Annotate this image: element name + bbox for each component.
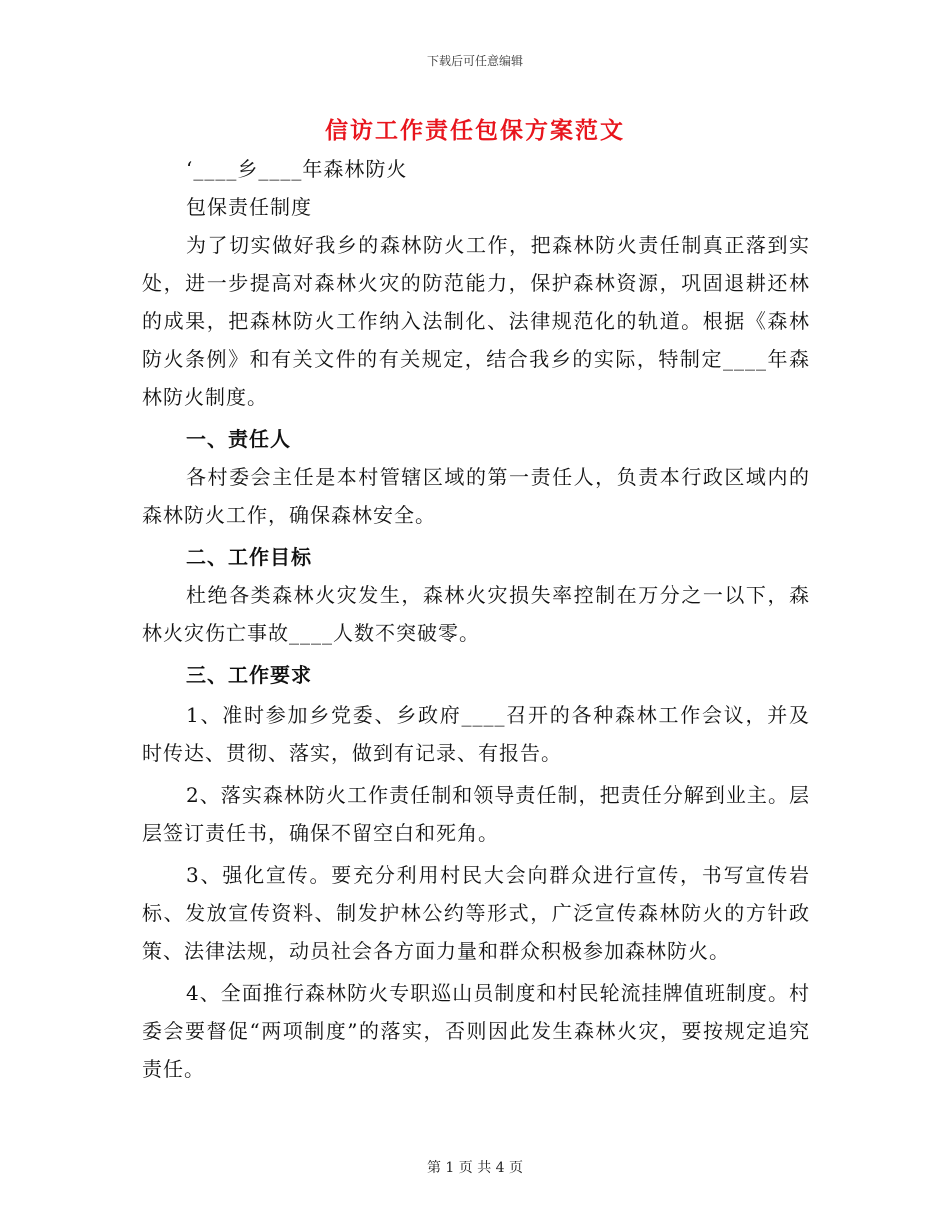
document-title: 信访工作责任包保方案范文 bbox=[325, 117, 625, 144]
paragraph-responsible-person: 各村委会主任是本村管辖区域的第一责任人，负责本行政区域内的森林防火工作，确保森林安全。 bbox=[142, 465, 810, 527]
paragraph-intro-line2: 包保责任制度 bbox=[186, 195, 312, 219]
paragraph-requirement-1: 1、准时参加乡党委、乡政府____召开的各种森林工作会议，并及时传达、贯彻、落实，做到有记录、有报告。 bbox=[142, 703, 810, 765]
paragraph-work-goals: 杜绝各类森林火灾发生，森林火灾损失率控制在万分之一以下，森林火灾伤亡事故____人数不突破零。 bbox=[142, 583, 810, 645]
document-body bbox=[142, 150, 810, 1088]
header-note: 下载后可任意编辑 bbox=[426, 54, 523, 68]
paragraph-intro-line1: ‘____乡____年森林防火 bbox=[186, 157, 408, 181]
paragraph-requirement-4: 4、全面推行森林防火专职巡山员制度和村民轮流挂牌值班制度。村委会要督促“两项制度”的落实，否则因此发生森林火灾，要按规定追究责任。 bbox=[142, 981, 810, 1081]
heading-work-requirements: 三、工作要求 bbox=[186, 663, 312, 687]
paragraph-purpose: 为了切实做好我乡的森林防火工作，把森林防火责任制真正落到实处，进一步提高对森林火灾的防范能力，保护森林资源，巩固退耕还林的成果，把森林防火工作纳入法制化、法律规范化的轨道。根据《森林防火条例》和有关文件的有关规定，结合我乡的实际，特制定____年森林防火制度。 bbox=[142, 233, 810, 409]
heading-work-goals: 二、工作目标 bbox=[186, 545, 312, 569]
paragraph-requirement-2: 2、落实森林防火工作责任制和领导责任制，把责任分解到业主。层层签订责任书，确保不留空白和死角。 bbox=[142, 783, 810, 845]
paragraph-requirement-3: 3、强化宣传。要充分利用村民大会向群众进行宣传，书写宣传岩标、发放宣传资料、制发护林公约等形式，广泛宣传森林防火的方针政策、法律法规，动员社会各方面力量和群众积极参加森林防火。 bbox=[142, 863, 810, 963]
page-number-footer: 第 1 页 共 4 页 bbox=[426, 1160, 524, 1176]
heading-responsible-person: 一、责任人 bbox=[186, 427, 291, 451]
